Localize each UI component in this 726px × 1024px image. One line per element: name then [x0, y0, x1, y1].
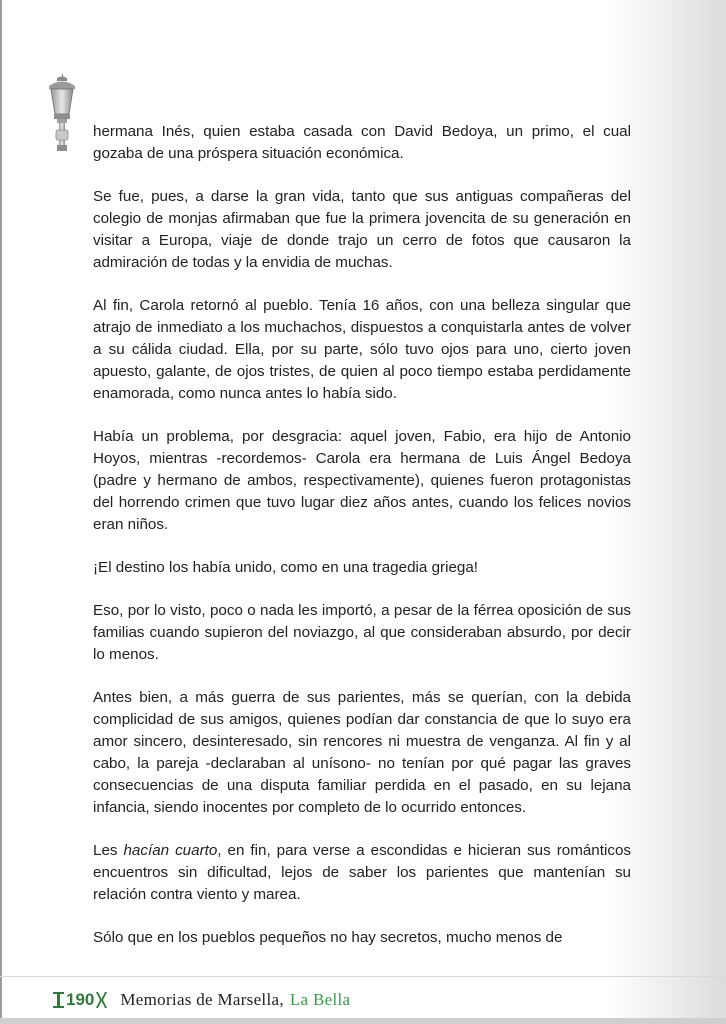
double-bar-ornament-icon: [52, 991, 65, 1009]
paragraph-text: Les: [93, 842, 124, 859]
italic-phrase: hacían cuarto: [123, 842, 218, 859]
footer-divider: [0, 976, 726, 977]
paragraph-text: , en fin, para verse a escondidas e hicieran sus románticos encuentros sin dificultad, lejos de saber los parientes que mantenían su relación contra viento y marea.: [93, 842, 631, 903]
paragraph: Eso, por lo visto, poco o nada les importó, a pesar de la férrea oposición de sus familias cuando supieron del noviazgo, al que consideraban absurdo, por decir lo menos.: [93, 602, 631, 663]
paragraph: [93, 840, 631, 906]
paragraph: Sólo que en los pueblos pequeños no hay secretos, mucho menos de: [93, 929, 563, 946]
page-bottom-edge: [0, 1018, 726, 1024]
chapter-body: [93, 121, 631, 949]
paragraph: Se fue, pues, a darse la gran vida, tanto que sus antiguas compañeras del colegio de monjas afirmaban que fue la primera jovencita de su generación en visitar a Europa, viaje de donde trajo un cerro de fotos que causaron la admiración de todas y la envidia de muchas.: [93, 188, 631, 271]
paragraph: hermana Inés, quien estaba casada con David Bedoya, un primo, el cual gozaba de una próspera situación económica.: [93, 123, 631, 162]
street-lamp-icon: [44, 72, 80, 154]
paragraph: Había un problema, por desgracia: aquel joven, Fabio, era hijo de Antonio Hoyos, mientras -recordemos- Carola era hermana de Luis Ángel Bedoya (padre y hermano de ambos, respectivamente), quienes fueron protagonistas del horrendo crimen que tuvo lugar diez años antes, cuando los felices novios eran niños.: [93, 428, 631, 533]
double-bar-ornament-icon: [95, 991, 108, 1009]
page-footer: [52, 988, 350, 1012]
page-number-group: [52, 990, 108, 1010]
book-subtitle: La Bella: [289, 990, 351, 1009]
paragraph: ¡El destino los había unido, como en una tragedia griega!: [93, 559, 479, 576]
page-number: 190: [66, 990, 95, 1009]
page-binding-edge: [0, 0, 2, 1024]
paragraph: Al fin, Carola retornó al pueblo. Tenía 16 años, con una belleza singular que atrajo de inmediato a los muchachos, dispuestos a conquistarla antes de volver a su cálida ciudad. Ella, por su parte, sólo tuvo ojos para uno, cierto joven apuesto, galante, de ojos tristes, de quien al poco tiempo estaba perdidamente enamorada, como nunca antes lo había sido.: [93, 297, 631, 402]
book-title: Memorias de Marsella,: [120, 990, 284, 1009]
paragraph: Antes bien, a más guerra de sus parientes, más se querían, con la debida complicidad de sus amigos, quienes podían dar constancia de que lo suyo era amor sincero, desinteresado, sin rencores ni muestra de venganza. Al fin y al cabo, la pareja -declaraban al unísono- no tenían por qué pagar las graves consecuencias de una disputa familiar perdida en el pasado, en su lejana infancia, siendo inocentes por completo de lo ocurrido entonces.: [93, 689, 631, 816]
